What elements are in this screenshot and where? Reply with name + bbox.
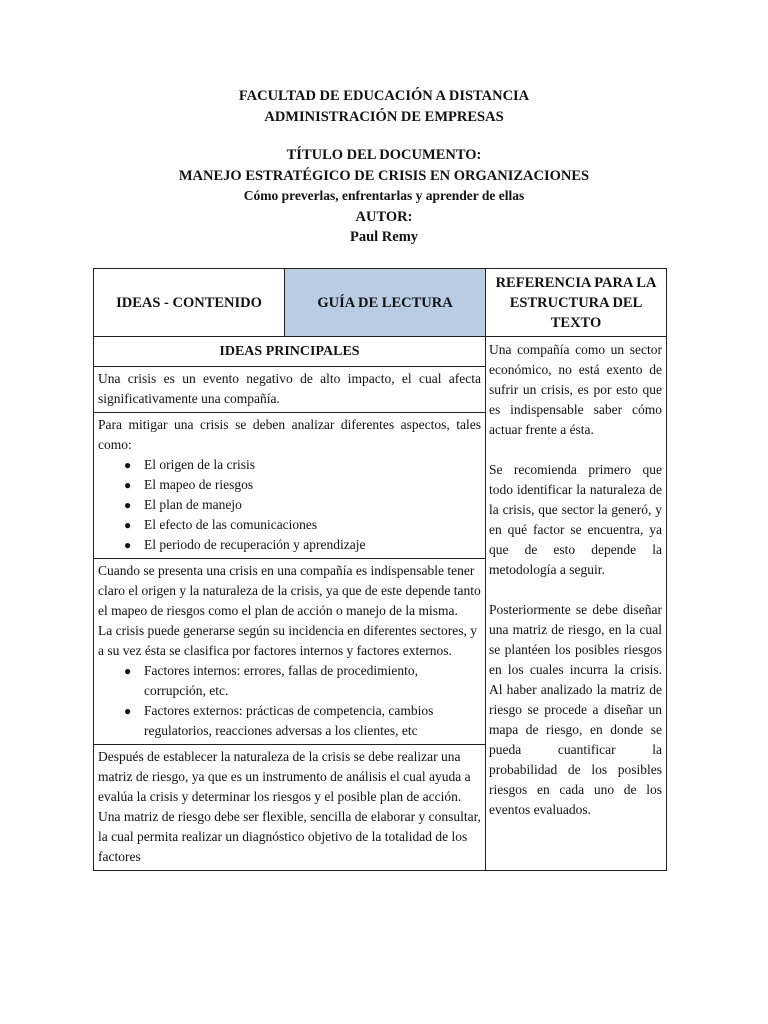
header-ideas-contenido: IDEAS - CONTENIDO: [94, 269, 285, 337]
idea-text: Cuando se presenta una crisis en una compañía es indispensable tener claro el origen y la naturaleza de la crisis, ya que de este depende tanto el mapeo de riesgos como el plan de acción o manejo de la misma.: [98, 563, 481, 618]
title-label: TÍTULO DEL DOCUMENTO:: [286, 147, 482, 163]
idea-text: Para mitigar una crisis se deben analizar diferentes aspectos, tales como:: [98, 417, 481, 452]
bullet-icon: ●: [124, 664, 132, 678]
document-header: [0, 86, 768, 248]
factors-list: [98, 661, 481, 741]
author-label: AUTOR:: [355, 208, 413, 225]
reading-guide-table: [93, 268, 667, 871]
reference-paragraph: Posteriormente se debe diseñar una matriz de riesgo, en la cual se plantéen los posibles riesgos en los cuales incurra la crisis. Al haber analizado la matriz de riesgo se procede a diseñar un mapa de riesgo, en donde se pueda cuantificar la probabilidad de los posibles riesgos en cada uno de los eventos evaluados.: [489, 602, 662, 817]
idea-block-definition: [94, 367, 486, 413]
idea-text: La crisis puede generarse según su incidencia en diferentes sectores, y a su vez ésta se clasifica por factores internos y factores externos.: [98, 623, 477, 658]
list-item: ● El origen de la crisis: [124, 455, 481, 475]
header-referencia: REFERENCIA PARA LA ESTRUCTURA DEL TEXTO: [486, 269, 667, 337]
idea-block-risk-matrix: [94, 745, 486, 871]
main-ideas-header: IDEAS PRINCIPALES: [94, 337, 486, 367]
bullet-icon: ●: [124, 518, 132, 532]
list-item: ● El mapeo de riesgos: [124, 475, 481, 495]
aspects-list: [98, 455, 481, 555]
reference-column: [486, 337, 667, 871]
idea-block-aspects: [94, 413, 486, 559]
author-name: Paul Remy: [349, 229, 419, 245]
list-item: ● El plan de manejo: [124, 495, 481, 515]
list-item: ● Factores internos: errores, fallas de procedimiento, corrupción, etc.: [124, 663, 419, 698]
idea-text: Después de establecer la naturaleza de la crisis se debe realizar una matriz de riesgo, ya que es un instrumento de análisis el cual ayuda a evalúa la crisis y determinar los riesgos y el posible plan de acción. Una matriz de riesgo debe ser flexible, sencilla de elaborar y consultar, la cual permita realizar un diagnóstico objetivo de la totalidad de los factores: [98, 749, 481, 864]
list-item: ● Factores externos: prácticas de competencia, cambios regulatorios, reacciones adversas a los clientes, etc: [124, 703, 434, 738]
bullet-icon: ●: [124, 538, 132, 552]
program-name: ADMINISTRACIÓN DE EMPRESAS: [264, 108, 504, 125]
list-item: ● El periodo de recuperación y aprendizaje: [124, 535, 481, 555]
header-guia-lectura: GUÍA DE LECTURA: [285, 269, 486, 337]
reference-paragraph: Se recomienda primero que todo identificar la naturaleza de la crisis, que sector la generó, y en qué factor se encuentra, ya que de esto depende la metodología a seguir.: [489, 462, 662, 577]
bullet-icon: ●: [124, 478, 132, 492]
bullet-icon: ●: [124, 458, 132, 472]
document-title: MANEJO ESTRATÉGICO DE CRISIS EN ORGANIZACIONES: [178, 167, 590, 184]
table-header-row: [94, 269, 667, 337]
bullet-icon: ●: [124, 498, 132, 512]
idea-block-origin: [94, 559, 486, 745]
faculty-name: FACULTAD DE EDUCACIÓN A DISTANCIA: [238, 88, 530, 104]
reference-paragraph: Una compañía como un sector económico, no está exento de sufrir un crisis, es por esto que es indispensable saber cómo actuar frente a ésta.: [489, 342, 662, 437]
list-item: ● El efecto de las comunicaciones: [124, 515, 481, 535]
idea-text: Una crisis es un evento negativo de alto impacto, el cual afecta significativamente una compañía.: [98, 371, 481, 406]
document-subtitle: Cómo preverlas, enfrentarlas y aprender de ellas: [243, 188, 525, 203]
bullet-icon: ●: [124, 704, 132, 718]
